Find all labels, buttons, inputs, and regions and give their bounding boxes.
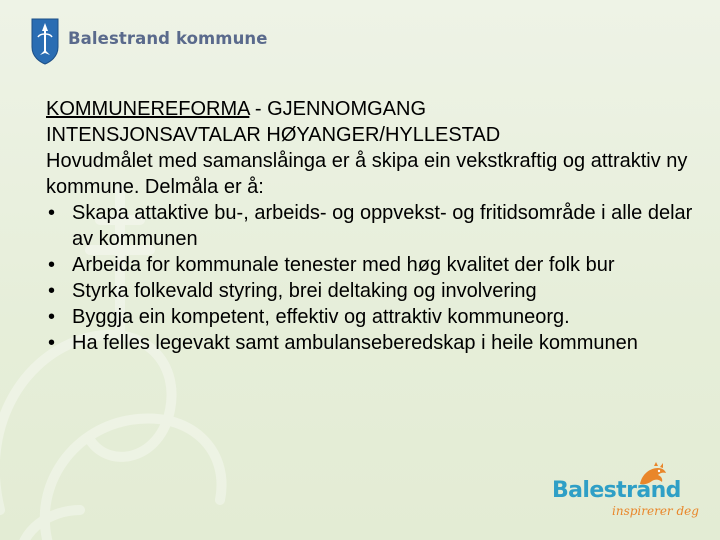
list-item-text: Skapa attaktive bu-, arbeids- og oppvekst- og fritidsområde i alle delar av kommunen [72, 202, 693, 250]
bullet: • [48, 332, 56, 354]
brand-tagline: inspirerer deg [612, 504, 699, 518]
bullet: • [48, 202, 56, 224]
list-item [46, 278, 696, 304]
slide-body [46, 96, 696, 356]
list-item [46, 330, 696, 356]
list-item [46, 252, 696, 278]
list-item [46, 304, 696, 330]
bullet: • [48, 280, 56, 302]
bullet: • [48, 306, 56, 328]
balestrand-brand-logo [552, 462, 702, 522]
goals-list [46, 200, 696, 356]
title-underlined-word: KOMMUNEREFORMA [46, 98, 250, 120]
bullet: • [48, 254, 56, 276]
list-item [46, 200, 696, 252]
organization-name: Balestrand kommune [68, 28, 268, 48]
intro-paragraph: Hovudmålet med samanslåinga er å skipa ein vekstkraftig og attraktiv ny kommune. Delmåla er å: [46, 150, 688, 198]
slide-title-line-2: INTENSJONSAVTALAR HØYANGER/HYLLESTAD [46, 124, 501, 146]
county-shield-icon [30, 17, 60, 65]
header-logo [30, 17, 268, 65]
list-item-text: Styrka folkevald styring, brei deltaking og involvering [72, 280, 537, 302]
list-item-text: Arbeida for kommunale tenester med høg kvalitet der folk bur [72, 254, 615, 276]
slide-title-line-1 [46, 96, 696, 122]
list-item-text: Ha felles legevakt samt ambulanseberedskap i heile kommunen [72, 332, 638, 354]
title-line-1-rest: - GJENNOMGANG [249, 98, 427, 120]
list-item-text: Byggja ein kompetent, effektiv og attraktiv kommuneorg. [72, 306, 570, 328]
brand-wordmark: Balestrand [552, 478, 681, 503]
